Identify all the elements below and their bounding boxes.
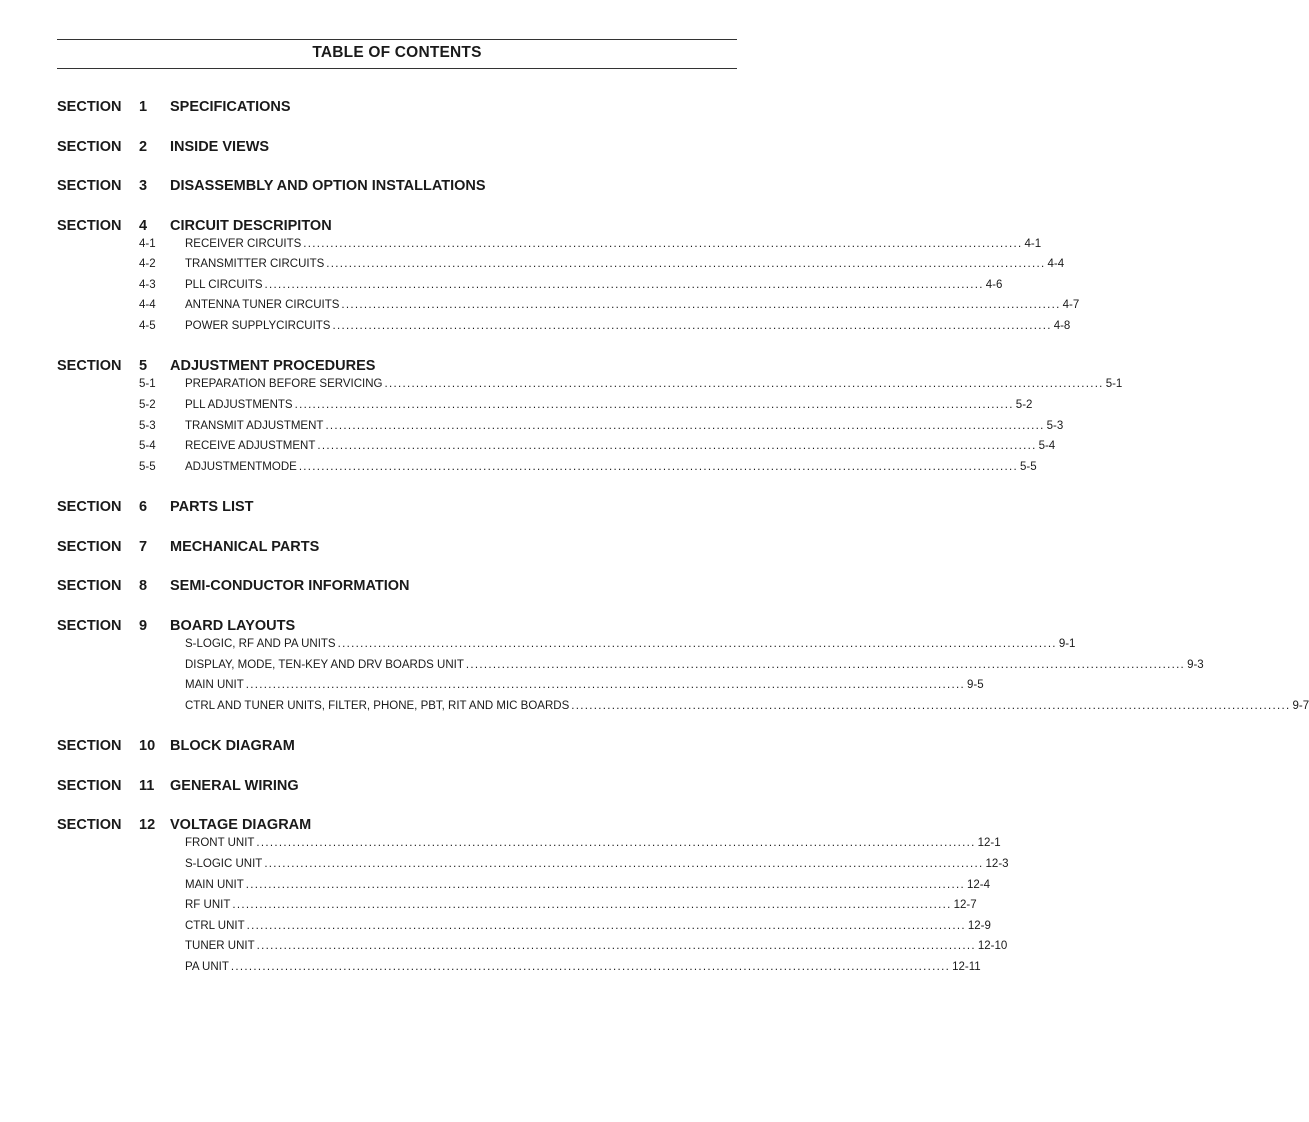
entry-page: 9-5 (967, 679, 984, 692)
dot-leader: ................................................................................................................................................................ (341, 299, 1061, 312)
section-label: SECTION (57, 358, 122, 375)
entry-title: PLL ADJUSTMENTS (185, 399, 293, 412)
section-number: 10 (139, 738, 156, 755)
section-number: 7 (139, 538, 148, 555)
entry-line (185, 899, 977, 912)
entry-title: FRONT UNIT (185, 837, 255, 850)
dot-leader: ................................................................................................................................................................ (264, 857, 984, 870)
section-label: SECTION (57, 138, 122, 155)
dot-leader: ................................................................................................................................................................ (337, 637, 1057, 650)
entry-number: 5-1 (139, 378, 156, 391)
toc-entry[interactable] (57, 296, 1080, 317)
bottom-rule (57, 68, 737, 69)
section-number: 2 (139, 138, 148, 155)
entry-page: 12-1 (977, 837, 1001, 850)
toc-entry[interactable] (57, 375, 1123, 396)
section-number: 1 (139, 99, 148, 115)
toc-entry[interactable] (57, 676, 984, 697)
entry-line (185, 658, 1204, 671)
section-title: INSIDE VIEWS (170, 138, 270, 155)
entry-line (185, 440, 1056, 453)
dot-leader: ................................................................................................................................................................ (303, 237, 1023, 250)
entry-line (185, 837, 1001, 850)
section-number: 5 (139, 358, 148, 375)
entry-title: S-LOGIC UNIT (185, 857, 263, 870)
section-title: ADJUSTMENT PROCEDURES (170, 358, 376, 375)
entry-line (185, 378, 1123, 391)
toc-entry[interactable] (57, 458, 1037, 479)
entry-page: 5-2 (1015, 399, 1033, 412)
dot-leader: ................................................................................................................................................................ (317, 440, 1037, 453)
section-heading[interactable] (57, 775, 737, 801)
toc-entry[interactable] (57, 255, 1065, 276)
section-entries (57, 235, 1080, 338)
entry-title: RF UNIT (185, 899, 231, 912)
entry-line (185, 699, 1309, 712)
entry-page: 9-3 (1187, 658, 1204, 671)
section-label: SECTION (57, 499, 122, 516)
entry-page: 4-4 (1047, 258, 1065, 271)
section-number: 8 (139, 578, 148, 595)
entry-title: RECEIVE ADJUSTMENT (185, 440, 316, 453)
dot-leader: ................................................................................................................................................................ (232, 899, 952, 912)
toc-entry[interactable] (57, 635, 1076, 656)
toc-entry[interactable] (57, 937, 1008, 958)
top-rule (57, 39, 737, 40)
section-title: DISASSEMBLY AND OPTION INSTALLATIONS (170, 178, 486, 194)
section-label: SECTION (57, 99, 122, 115)
toc-section-11 (57, 775, 737, 801)
section-heading[interactable] (57, 136, 737, 162)
entry-page: 5-1 (1105, 378, 1123, 391)
section-title: CIRCUIT DESCRIPITON (170, 217, 332, 234)
toc-section-3 (57, 175, 737, 201)
toc-section-7 (57, 536, 737, 562)
toc-entry[interactable] (57, 417, 1064, 438)
dot-leader: ................................................................................................................................................................ (332, 319, 1052, 332)
entry-line (185, 399, 1033, 412)
section-number: 12 (139, 817, 156, 834)
section-title: VOLTAGE DIAGRAM (170, 817, 312, 834)
entry-number: 4-2 (139, 258, 156, 271)
toc-entry[interactable] (57, 235, 1042, 256)
section-heading[interactable] (57, 496, 737, 522)
section-number: 9 (139, 617, 148, 634)
entry-page: 4-7 (1062, 299, 1080, 312)
section-number: 11 (139, 777, 155, 794)
section-label: SECTION (57, 817, 122, 834)
entry-number: 4-3 (139, 278, 156, 291)
entry-line (185, 319, 1071, 332)
section-heading[interactable] (57, 96, 737, 122)
section-heading[interactable] (57, 536, 737, 562)
dot-leader: ................................................................................................................................................................ (294, 399, 1014, 412)
entry-title: PREPARATION BEFORE SERVICING (185, 378, 383, 391)
dot-leader: ................................................................................................................................................................ (245, 679, 965, 692)
dot-leader: ................................................................................................................................................................ (245, 878, 965, 891)
section-title: MECHANICAL PARTS (170, 538, 320, 555)
entry-title: MAIN UNIT (185, 679, 244, 692)
section-title: BLOCK DIAGRAM (170, 738, 295, 755)
dot-leader: ................................................................................................................................................................ (465, 658, 1186, 671)
entry-title: PA UNIT (185, 960, 229, 973)
dot-leader: ................................................................................................................................................................ (256, 940, 976, 953)
dot-leader: ................................................................................................................................................................ (256, 837, 976, 850)
entry-number: 4-4 (139, 299, 156, 312)
entry-title: CTRL AND TUNER UNITS, FILTER, PHONE, PBT, RIT AND MIC BOARDS (185, 699, 570, 712)
section-title: SPECIFICATIONS (170, 99, 291, 115)
toc-section-2 (57, 136, 737, 162)
dot-leader: ................................................................................................................................................................ (264, 278, 984, 291)
section-heading[interactable] (57, 735, 737, 761)
section-title: BOARD LAYOUTS (170, 617, 296, 634)
toc-entry[interactable] (57, 396, 1033, 417)
entry-line (185, 237, 1042, 250)
dot-leader: ................................................................................................................................................................ (384, 378, 1104, 391)
entry-line (185, 878, 991, 891)
entry-page: 12-3 (985, 857, 1009, 870)
toc-entry[interactable] (57, 317, 1071, 338)
toc-section-1 (57, 96, 737, 122)
entry-title: TRANSMITTER CIRCUITS (185, 258, 325, 271)
section-title: PARTS LIST (170, 499, 254, 516)
dot-leader: ................................................................................................................................................................ (325, 419, 1045, 432)
entry-line (185, 460, 1037, 473)
toc-entry[interactable] (57, 876, 991, 897)
toc-entry[interactable] (57, 697, 1309, 718)
toc-entry[interactable] (57, 834, 1001, 855)
entry-title: ADJUSTMENTMODE (185, 460, 297, 473)
page-title: TABLE OF CONTENTS (312, 44, 482, 61)
toc-section-10 (57, 735, 737, 761)
entry-number: 5-3 (139, 419, 156, 432)
section-number: 4 (139, 217, 148, 234)
table-of-contents (57, 96, 1309, 996)
entry-page: 12-10 (977, 940, 1008, 953)
section-number: 3 (139, 178, 148, 194)
section-label: SECTION (57, 178, 122, 194)
toc-entry[interactable] (57, 958, 981, 979)
entry-title: ANTENNA TUNER CIRCUITS (185, 299, 340, 312)
section-heading[interactable] (57, 575, 737, 601)
entry-line (185, 299, 1080, 312)
toc-entry[interactable] (57, 276, 1003, 297)
entry-line (185, 857, 1009, 870)
entry-line (185, 940, 1008, 953)
entry-page: 5-4 (1038, 440, 1056, 453)
entry-number: 5-2 (139, 399, 156, 412)
section-heading[interactable] (57, 175, 737, 201)
entry-title: MAIN UNIT (185, 878, 244, 891)
toc-entry[interactable] (57, 896, 977, 917)
entry-line (185, 960, 981, 973)
entry-number: 4-1 (139, 237, 156, 250)
section-entries (57, 834, 1009, 978)
entry-title: POWER SUPPLYCIRCUITS (185, 319, 331, 332)
section-title: SEMI-CONDUCTOR INFORMATION (170, 578, 410, 595)
toc-section-12 (57, 814, 1009, 978)
dot-leader: ................................................................................................................................................................ (571, 699, 1291, 712)
entry-page: 4-8 (1053, 319, 1071, 332)
toc-section-5 (57, 355, 1123, 478)
section-label: SECTION (57, 217, 122, 234)
entry-page: 12-11 (952, 960, 981, 973)
section-label: SECTION (57, 617, 122, 634)
entry-line (185, 258, 1065, 271)
section-entries (57, 375, 1123, 478)
entry-line (185, 278, 1003, 291)
entry-page: 12-9 (967, 919, 991, 932)
entry-title: S-LOGIC, RF AND PA UNITS (185, 637, 336, 650)
entry-number: 5-5 (139, 460, 156, 473)
entry-page: 12-7 (953, 899, 977, 912)
section-entries (57, 635, 1309, 717)
section-number: 6 (139, 499, 148, 516)
toc-entry[interactable] (57, 437, 1056, 458)
toc-entry[interactable] (57, 656, 1204, 677)
entry-title: PLL CIRCUITS (185, 278, 263, 291)
section-label: SECTION (57, 578, 122, 595)
entry-page: 9-7 (1292, 699, 1309, 712)
toc-entry[interactable] (57, 855, 1009, 876)
toc-section-9 (57, 615, 1309, 717)
dot-leader: ................................................................................................................................................................ (246, 919, 966, 932)
entry-title: RECEIVER CIRCUITS (185, 237, 302, 250)
section-label: SECTION (57, 777, 122, 794)
entry-page: 4-6 (985, 278, 1003, 291)
entry-page: 9-1 (1058, 637, 1076, 650)
entry-title: TUNER UNIT (185, 940, 255, 953)
entry-line (185, 637, 1076, 650)
toc-section-6 (57, 496, 737, 522)
entry-number: 5-4 (139, 440, 156, 453)
entry-line (185, 919, 991, 932)
entry-title: TRANSMIT ADJUSTMENT (185, 419, 324, 432)
section-title: GENERAL WIRING (170, 777, 299, 794)
entry-title: DISPLAY, MODE, TEN-KEY AND DRV BOARDS UNIT (185, 658, 464, 671)
toc-section-8 (57, 575, 737, 601)
toc-section-4 (57, 215, 1080, 338)
entry-page: 5-3 (1046, 419, 1064, 432)
section-label: SECTION (57, 538, 122, 555)
entry-page: 12-4 (967, 878, 991, 891)
section-label: SECTION (57, 738, 122, 755)
entry-page: 4-1 (1024, 237, 1042, 250)
dot-leader: ................................................................................................................................................................ (326, 258, 1046, 271)
entry-title: CTRL UNIT (185, 919, 245, 932)
entry-page: 5-5 (1020, 460, 1037, 473)
toc-entry[interactable] (57, 917, 991, 938)
dot-leader: ................................................................................................................................................................ (230, 960, 951, 973)
entry-line (185, 419, 1064, 432)
dot-leader: ................................................................................................................................................................ (298, 460, 1019, 473)
entry-number: 4-5 (139, 319, 156, 332)
entry-line (185, 679, 984, 692)
